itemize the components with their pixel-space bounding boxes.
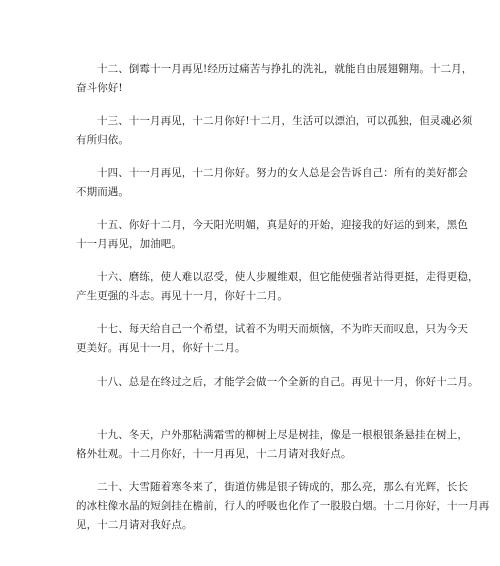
paragraph-line: 二十、大雪随着寒冬来了，街道仿佛是银子铸成的，那么亮，那么有光辉，长长 (97, 481, 468, 493)
paragraph-line: 十五、你好十二月，今天阳光明媚，真是好的开始，迎接我的好运的到来，黑色 (97, 219, 468, 231)
paragraph-16 (76, 268, 479, 306)
paragraph-line: 产生更强的斗志。再见十一月，你好十二月。 (76, 290, 288, 302)
paragraph-line: 格外壮观。十二月你好，十一月再见，十二月请对我好点。 (76, 448, 352, 460)
paragraph-line: 十八、总是在终过之后，才能学会做一个全新的自己。再见十一月，你好十二月。 (97, 376, 479, 388)
paragraph-line: 十二、倒霉十一月再见!经历过痛苦与挣扎的洗礼，就能自由展翅翱翔。十二月， (97, 63, 473, 75)
paragraph-line: 见，十二月请对我好点。 (76, 519, 193, 531)
paragraph-line: 十九、冬天，户外那粘满霜雪的柳树上尽是树挂，像是一根根银条悬挂在树上， (97, 429, 468, 441)
paragraph-14 (76, 164, 468, 202)
paragraph-20 (76, 478, 490, 535)
paragraph-line: 十七、每天给自己一个希望，试着不为明天而烦恼，不为昨天而叹息，只为今天 (97, 323, 468, 335)
paragraph-line: 十一月再见，加油吧。 (76, 238, 182, 250)
paragraph-line: 十六、磨练，使人难以忍受，使人步履维艰，但它能使强者站得更挺，走得更稳， (97, 271, 479, 283)
paragraph-line: 十四、十一月再见，十二月你好。努力的女人总是会告诉自己：所有的美好都会 (97, 167, 468, 179)
paragraph-18 (76, 373, 479, 392)
paragraph-15 (76, 216, 468, 254)
paragraph-13 (76, 112, 473, 150)
paragraph-line: 不期而遇。 (76, 186, 129, 198)
paragraph-line: 的冰柱像水晶的短剑挂在檐前，行人的呼吸也化作了一股股白烟。十二月你好，十一月再 (76, 500, 490, 512)
paragraph-line: 十三、十一月再见，十二月你好!十二月，生活可以漂泊，可以孤独，但灵魂必须 (97, 115, 473, 127)
paragraph-line: 更美好。再见十一月，你好十二月。 (76, 342, 246, 354)
paragraph-line: 奋斗你好! (76, 82, 123, 94)
paragraph-line: 有所归依。 (76, 134, 129, 146)
paragraph-17 (76, 320, 468, 358)
paragraph-19 (76, 426, 468, 464)
paragraph-12 (76, 60, 473, 98)
